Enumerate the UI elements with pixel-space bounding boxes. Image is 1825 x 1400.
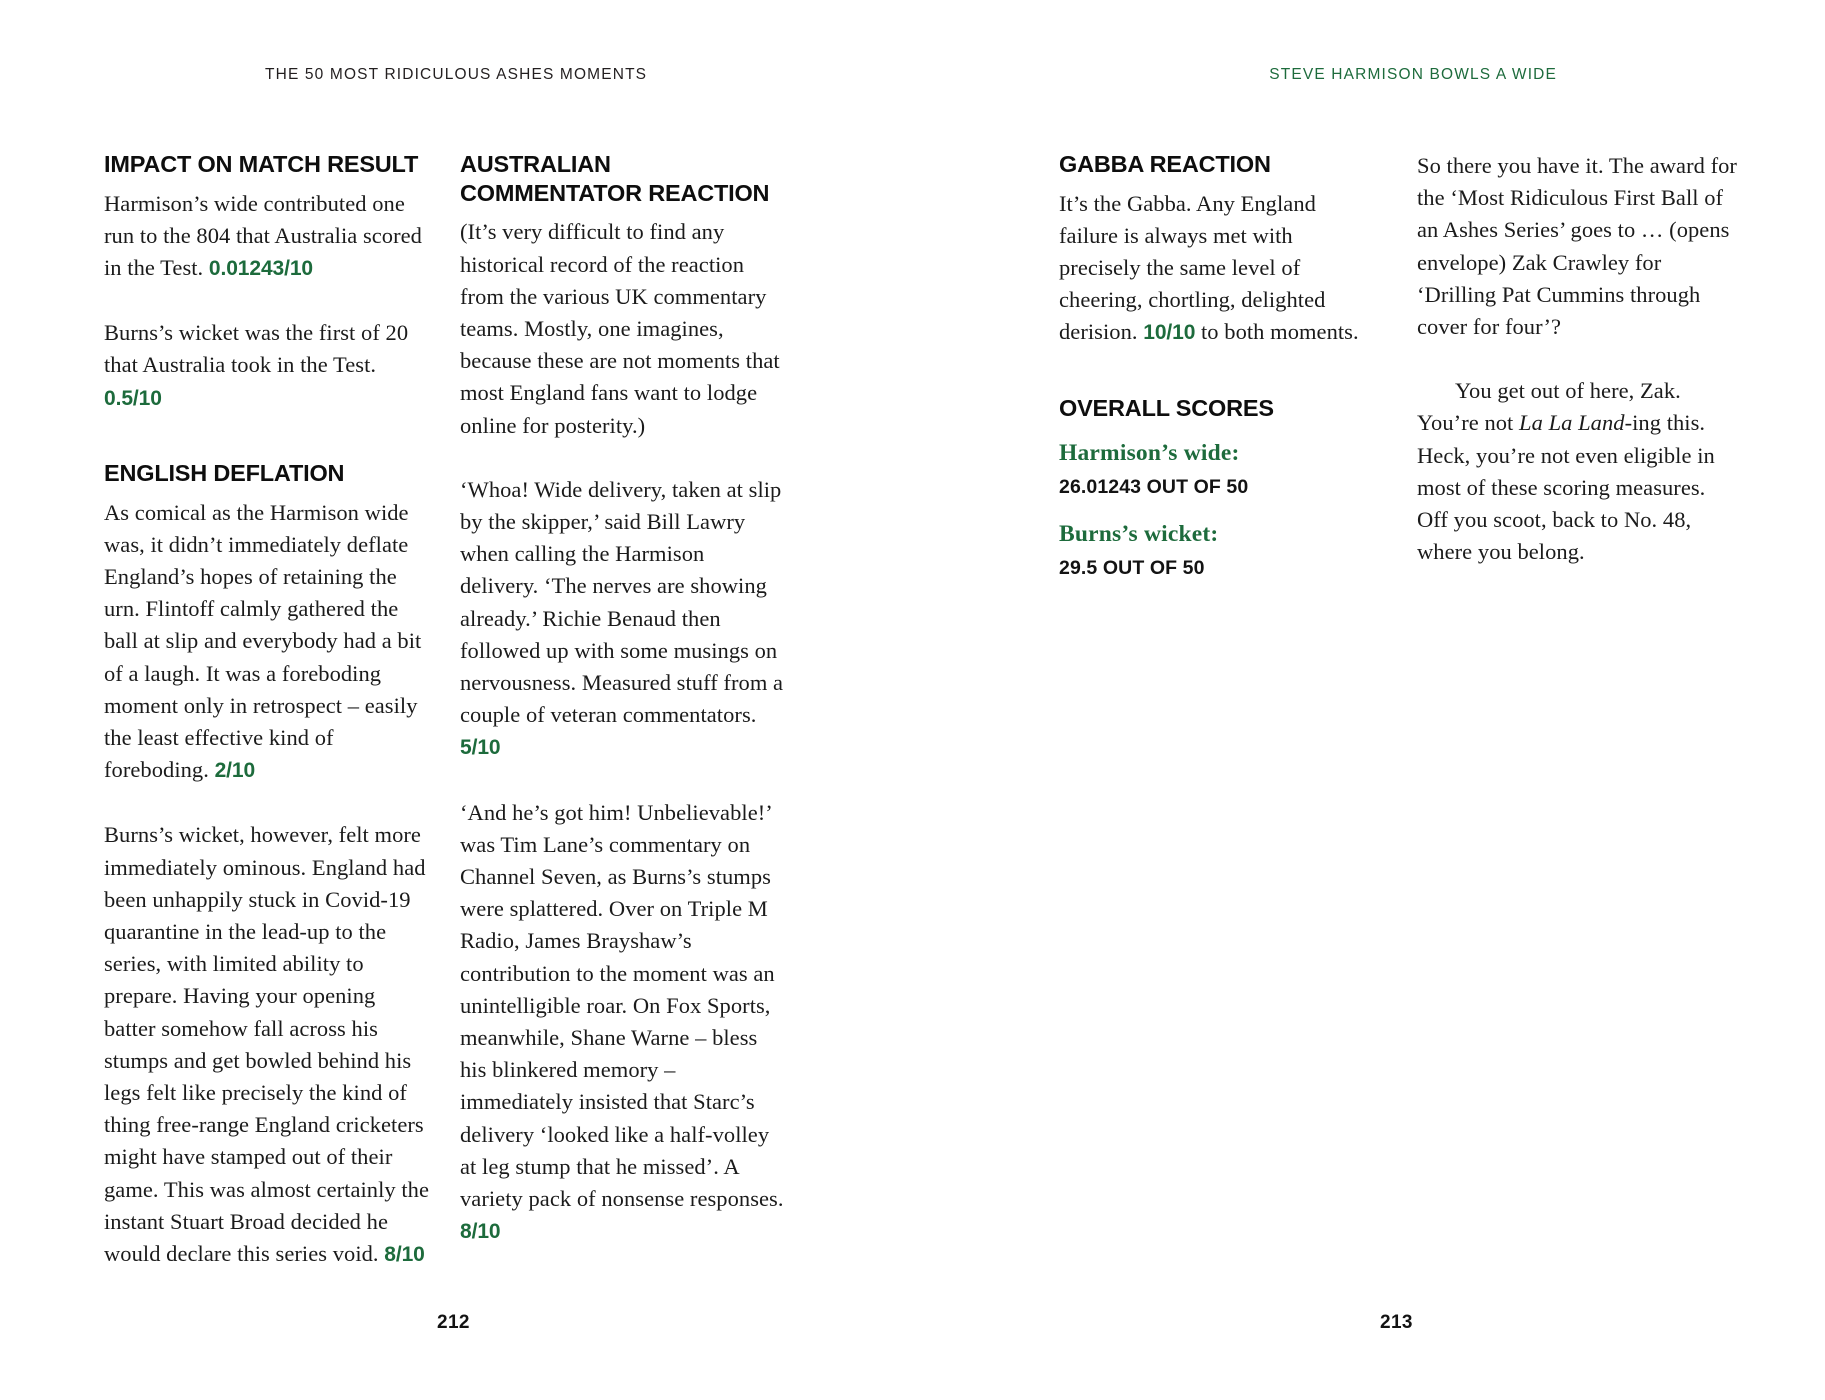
colon: : bbox=[1210, 521, 1219, 548]
page-number-left: 212 bbox=[437, 1312, 470, 1333]
overall-score-label bbox=[1059, 521, 1379, 548]
heading-english-deflation: ENGLISH DEFLATION bbox=[104, 459, 345, 486]
heading-gabba-reaction: GABBA REACTION bbox=[1059, 151, 1271, 177]
overall-score-harmison bbox=[1059, 440, 1379, 499]
overall-score-total: 29.5 OUT OF 50 bbox=[1059, 557, 1205, 580]
score-value: 10/10 bbox=[1143, 321, 1196, 345]
score-value: 0.01243/10 bbox=[208, 257, 314, 281]
paragraph-impact-harmison bbox=[104, 188, 429, 286]
paragraph-text: As comical as the Harmison wide was, it didn’t immediately deflate England’s hopes of retaining the urn. Flintoff calmly gathered the ball at slip and everybody had a bit of a laugh. It was a foreboding moment only in retrospect – easily the least effective kind of foreboding. bbox=[104, 499, 422, 783]
score-value: 0.5/10 bbox=[104, 386, 162, 410]
overall-score-name: Burns’s wicket bbox=[1059, 521, 1211, 548]
paragraph-text: You get out of here, Zak. You’re not bbox=[1417, 378, 1681, 436]
paragraph-uk-commentary-note: (It’s very difficult to find any historical record of the reaction from the various UK commentary teams. Mostly, one imagines, because these are not moments that most England fans want to lodge online for posterity.) bbox=[460, 219, 780, 438]
heading-line-1: AUSTRALIAN bbox=[460, 151, 611, 177]
paragraph-text: It’s the Gabba. Any England failure is always met with precisely the same level of cheering, chortling, delighted derision. bbox=[1059, 190, 1326, 345]
paragraph-deflation-burns bbox=[104, 819, 429, 1271]
film-title-italic: La La Land bbox=[1519, 410, 1625, 436]
paragraph-text: ‘And he’s got him! Unbelievable!’ was Tim Lane’s commentary on Channel Seven, as Burns’s stumps were splattered. Over on Triple M Radio, James Brayshaw’s contribution to the moment was an unintelligible roar. On Fox Sports, meanwhile, Shane Warne – bless his blinkered memory – immediately insisted that Starc’s delivery ‘looked like a half-volley at leg stump that he missed’. A variety pack of nonsense responses. bbox=[460, 799, 784, 1211]
paragraph-text: ‘Whoa! Wide delivery, taken at slip by the skipper,’ said Bill Lawry when calling the Harmison delivery. ‘The nerves are showing already.’ Richie Benaud then followed up with some musings on nervousness. Measured stuff from a couple of veteran commentators. bbox=[460, 476, 784, 728]
paragraph-award-announcement: So there you have it. The award for the ‘Most Ridiculous First Ball of an Ashes Series’ goes to … (opens envelope) Zak Crawley for ‘Drilling Pat Cummins through cover for four’? bbox=[1417, 153, 1737, 340]
paragraph-text: Burns’s wicket was the first of 20 that Australia took in the Test. bbox=[104, 320, 409, 378]
heading-line-2: COMMENTATOR REACTION bbox=[460, 179, 770, 206]
column-two bbox=[460, 150, 785, 1248]
score-value: 8/10 bbox=[384, 1243, 425, 1266]
paragraph-text: Burns’s wicket, however, felt more immediately ominous. England had been unhappily stuck in Covid-19 quarantine in the lead-up to the series, with limited ability to prepare. Having your opening batter somehow fall across his stumps and get bowled behind his legs felt like precisely the kind of thing free-range England cricketers might have stamped out of their game. This was almost certainly the instant Stuart Broad decided he would declare this series void. bbox=[104, 822, 430, 1266]
paragraph-zak-sign-off bbox=[1417, 375, 1739, 568]
column-three bbox=[1059, 150, 1379, 580]
heading-australian-commentator-reaction bbox=[460, 150, 785, 207]
paragraph-text: Harmison’s wide contributed one run to the 804 that Australia scored in the Test. bbox=[104, 190, 422, 281]
heading-overall-scores: OVERALL SCORES bbox=[1059, 394, 1274, 421]
overall-score-burns bbox=[1059, 521, 1379, 580]
overall-score-total: 26.01243 OUT OF 50 bbox=[1059, 476, 1249, 499]
paragraph-text-tail: to both moments. bbox=[1195, 319, 1359, 345]
paragraph-tim-lane-warne bbox=[460, 797, 785, 1249]
paragraph-lawry-benaud bbox=[460, 474, 785, 765]
paragraph-impact-burns bbox=[104, 317, 429, 415]
colon: : bbox=[1231, 440, 1240, 467]
score-value: 2/10 bbox=[214, 759, 256, 783]
paragraph-text-tail: -ing this. Heck, you’re not even eligible in most of these scoring measures. Off you scoot, back to No. 48, where you belong. bbox=[1417, 410, 1715, 565]
running-head-right: STEVE HARMISON BOWLS A WIDE bbox=[1269, 66, 1557, 83]
column-one bbox=[104, 150, 429, 1271]
overall-score-name: Harmison’s wide bbox=[1059, 440, 1232, 467]
overall-score-label bbox=[1059, 440, 1379, 467]
score-value: 5/10 bbox=[460, 736, 501, 760]
paragraph-gabba bbox=[1059, 188, 1379, 350]
paragraph-deflation-harmison bbox=[104, 497, 429, 788]
score-value: 8/10 bbox=[460, 1220, 501, 1244]
running-head-left: THE 50 MOST RIDICULOUS ASHES MOMENTS bbox=[265, 66, 648, 83]
column-four bbox=[1417, 150, 1739, 568]
heading-impact-on-match-result: IMPACT ON MATCH RESULT bbox=[104, 151, 419, 177]
page-number-right: 213 bbox=[1380, 1312, 1413, 1333]
